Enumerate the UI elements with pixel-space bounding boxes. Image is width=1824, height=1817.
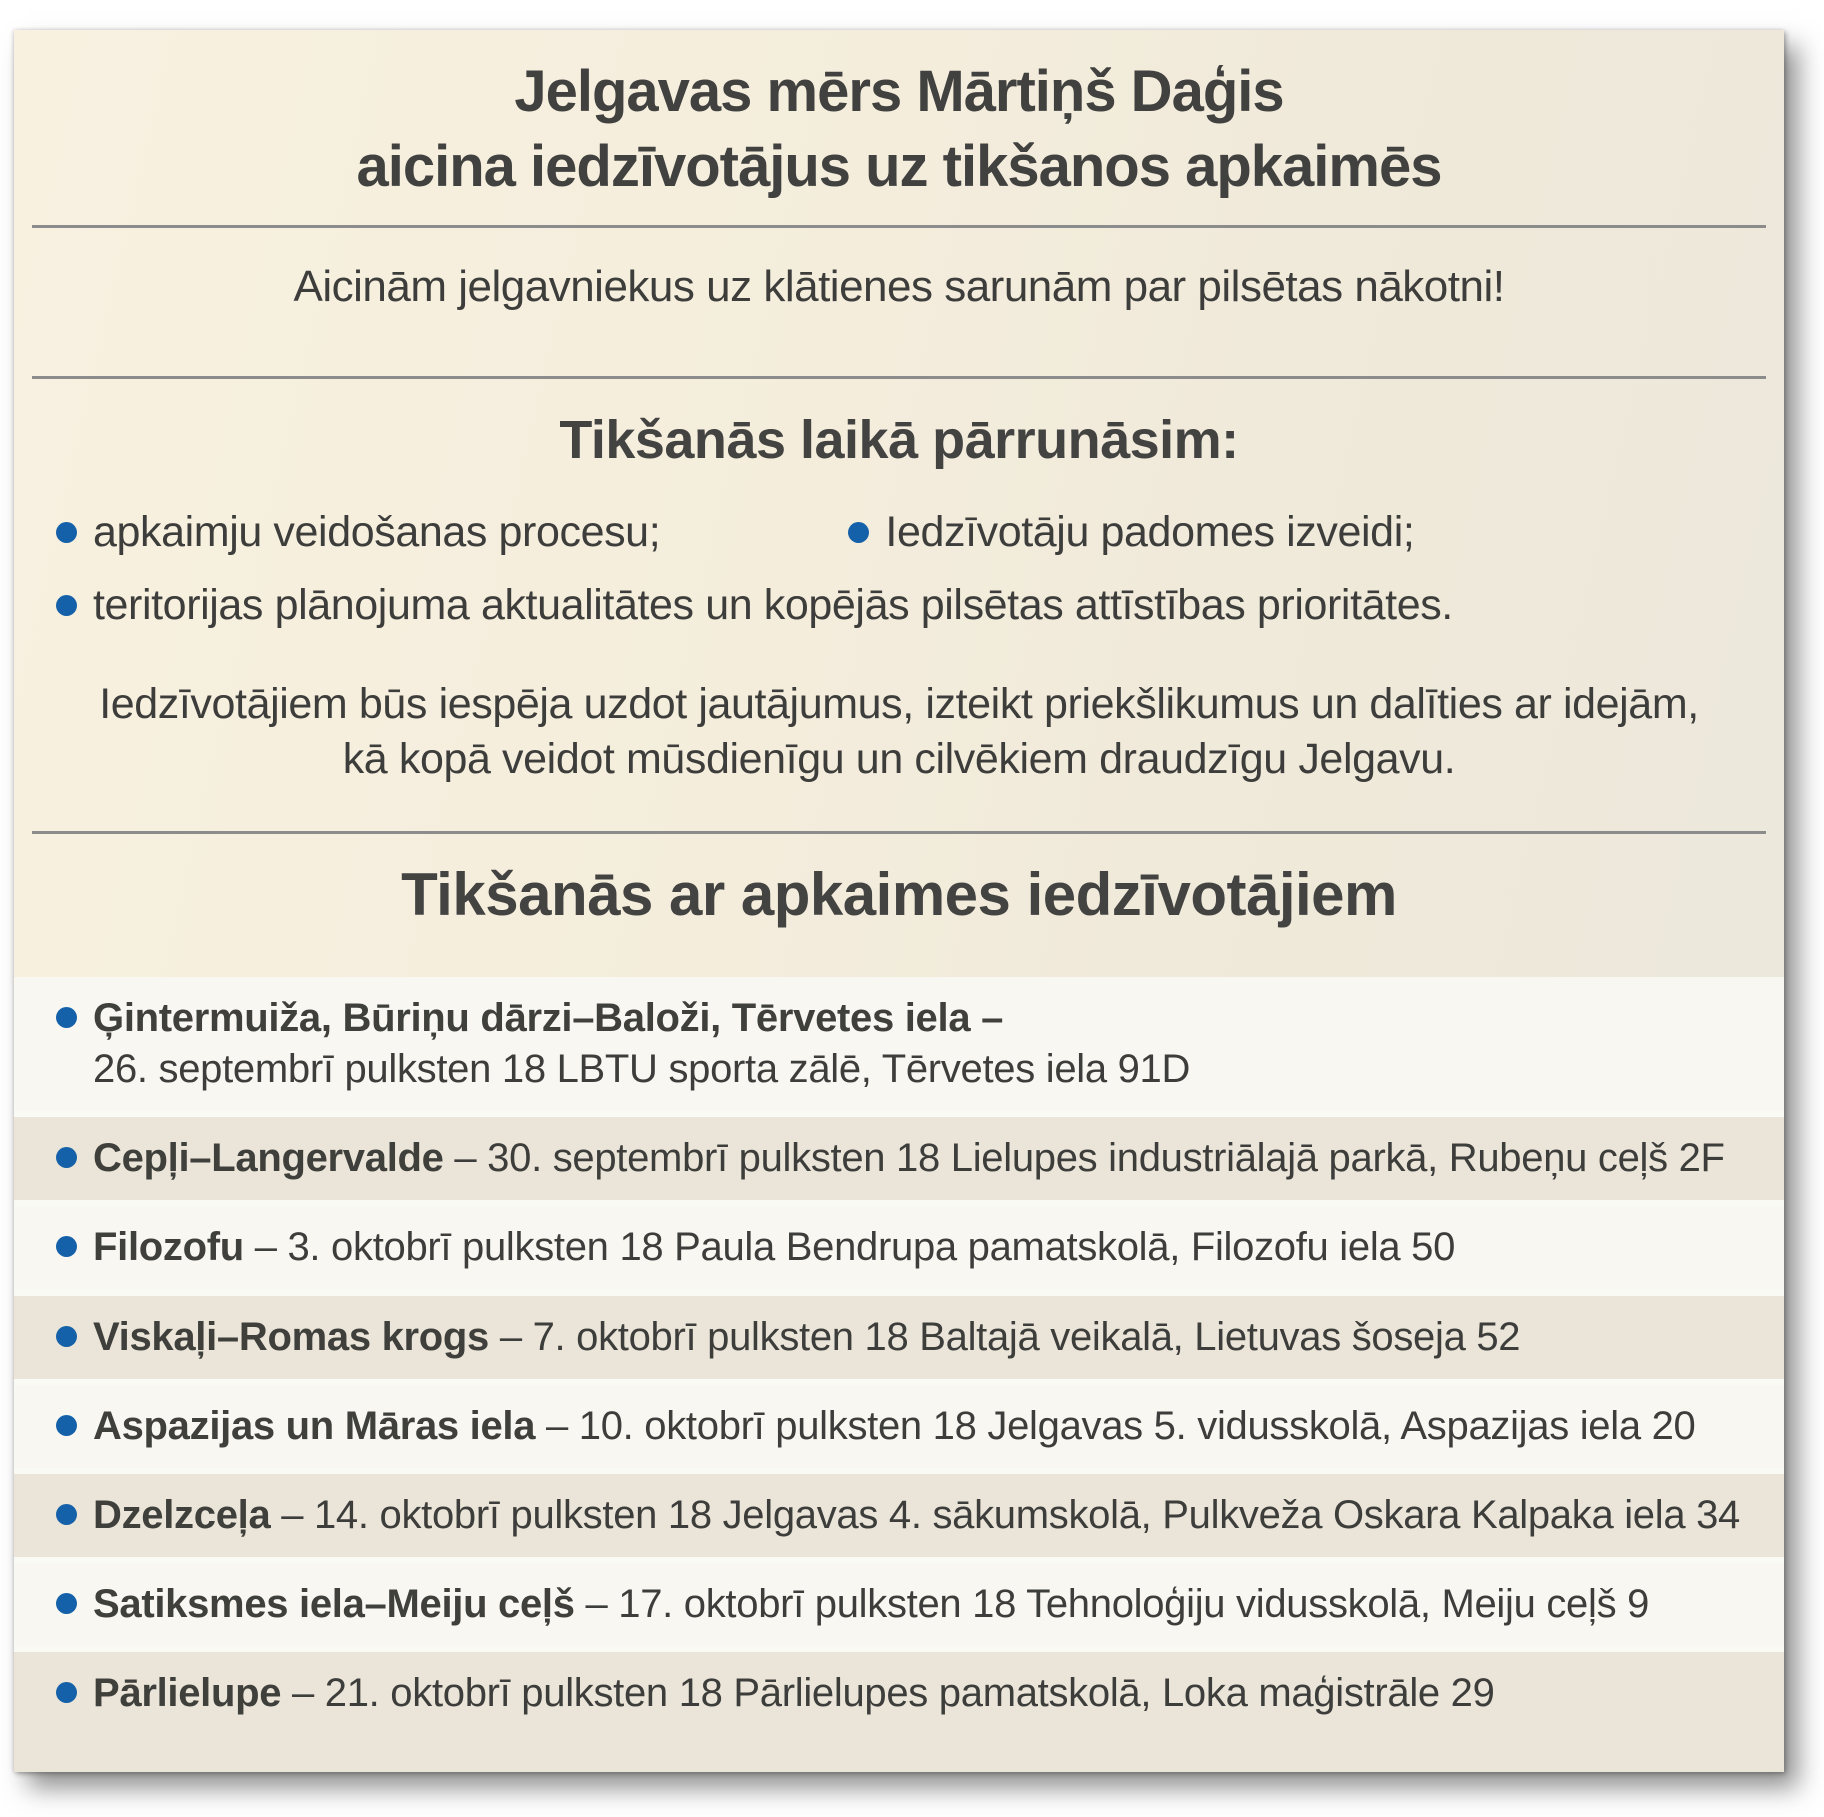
bullet-icon xyxy=(56,1236,77,1257)
meeting-separator: – xyxy=(489,1314,533,1359)
meeting-separator: – xyxy=(970,995,1004,1040)
meeting-row-text xyxy=(93,1579,1649,1630)
meeting-details: 30. septembrī pulksten 18 Lielupes industriālajā parkā, Rubeņu ceļš 2F xyxy=(487,1136,1725,1181)
meeting-separator: – xyxy=(443,1136,488,1181)
discussion-bullets-row xyxy=(14,471,1784,560)
bullet-icon xyxy=(56,1415,77,1436)
meeting-area: Pārlielupe xyxy=(93,1671,282,1716)
discussion-bullet-3-label: teritorijas plānojuma aktualitātes un kopējās pilsētas attīstības prioritātes. xyxy=(93,580,1453,629)
meeting-separator: – xyxy=(270,1493,314,1538)
divider xyxy=(32,225,1766,228)
meeting-separator: – xyxy=(574,1582,619,1627)
meeting-row xyxy=(14,977,1784,1111)
bullet-icon xyxy=(56,1147,77,1168)
meeting-row xyxy=(14,1652,1784,1772)
meeting-separator: – xyxy=(243,1225,288,1270)
meeting-separator: – xyxy=(281,1671,325,1716)
meeting-row-text xyxy=(93,1490,1740,1541)
discussion-note-line1: Iedzīvotājiem būs iespēja uzdot jautājumus, izteikt priekšlikumus un dalīties ar idejām, xyxy=(99,679,1699,728)
meeting-area: Satiksmes iela–Meiju ceļš xyxy=(93,1582,575,1627)
divider xyxy=(32,831,1766,834)
meeting-details: 14. oktobrī pulksten 18 Jelgavas 4. sākumskolā, Pulkveža Oskara Kalpaka iela 34 xyxy=(313,1493,1740,1538)
poster-title-line2: aicina iedzīvotājus uz tikšanos apkaimēs xyxy=(356,134,1442,200)
meeting-row-text xyxy=(93,1222,1455,1273)
meeting-details: 21. oktobrī pulksten 18 Pārlielupes pamatskolā, Loka maģistrāle 29 xyxy=(324,1671,1495,1716)
meeting-row-text xyxy=(93,993,1190,1095)
meeting-row xyxy=(14,1296,1784,1379)
meeting-row xyxy=(14,1385,1784,1468)
meeting-details: 26. septembrī pulksten 18 LBTU sporta zālē, Tērvetes iela 91D xyxy=(93,1047,1191,1092)
meeting-row xyxy=(14,1474,1784,1557)
poster-title xyxy=(14,54,1784,205)
bullet-icon xyxy=(56,1593,77,1614)
meeting-area: Aspazijas un Māras iela xyxy=(93,1403,536,1448)
bullet-icon xyxy=(56,522,77,543)
discussion-bullet-2 xyxy=(848,505,1414,560)
meeting-row-text xyxy=(93,1401,1696,1452)
bullet-icon xyxy=(56,1504,77,1525)
meeting-details: 3. oktobrī pulksten 18 Paula Bendrupa pamatskolā, Filozofu iela 50 xyxy=(287,1225,1456,1270)
discussion-bullet-2-label: Iedzīvotāju padomes izveidi; xyxy=(885,507,1415,556)
bullet-icon xyxy=(56,1326,77,1347)
meeting-row xyxy=(14,1117,1784,1200)
divider xyxy=(32,376,1766,379)
meeting-area: Ģintermuiža, Būriņu dārzi–Baloži, Tērvetes iela xyxy=(93,995,971,1040)
meeting-row-text xyxy=(93,1312,1520,1363)
poster-title-line1: Jelgavas mērs Mārtiņš Daģis xyxy=(514,59,1284,124)
meeting-row xyxy=(14,1206,1784,1289)
meeting-details: 7. oktobrī pulksten 18 Baltajā veikalā, Lietuvas šoseja 52 xyxy=(532,1314,1521,1359)
bullet-icon xyxy=(56,1682,77,1703)
bullet-icon xyxy=(56,1007,77,1028)
meeting-area: Dzelzceļa xyxy=(93,1493,271,1538)
poster-subtitle: Aicinām jelgavniekus uz klātienes sarunām par pilsētas nākotni! xyxy=(293,261,1505,311)
discussion-note-line2: kā kopā veidot mūsdienīgu un cilvēkiem draudzīgu Jelgavu. xyxy=(342,734,1456,783)
poster xyxy=(14,30,1784,1772)
meeting-area: Filozofu xyxy=(93,1225,244,1270)
meeting-details: 17. oktobrī pulksten 18 Tehnoloģiju vidusskolā, Meiju ceļš 9 xyxy=(618,1582,1650,1627)
discussion-note xyxy=(14,677,1784,787)
meeting-row-text xyxy=(93,1133,1725,1184)
meetings-heading: Tikšanās ar apkaimes iedzīvotājiem xyxy=(401,860,1397,928)
meeting-row-text xyxy=(93,1668,1495,1719)
discussion-bullet-3 xyxy=(14,560,1784,633)
discussion-heading: Tikšanās laikā pārrunāsim: xyxy=(559,409,1239,470)
bullet-icon xyxy=(848,522,869,543)
meetings-list xyxy=(14,977,1784,1772)
discussion-bullet-1 xyxy=(56,505,848,560)
meeting-area: Cepļi–Langervalde xyxy=(93,1136,444,1181)
bullet-icon xyxy=(56,595,77,616)
meeting-details: 10. oktobrī pulksten 18 Jelgavas 5. vidusskolā, Aspazijas iela 20 xyxy=(578,1403,1696,1448)
meeting-row xyxy=(14,1563,1784,1646)
meeting-separator: – xyxy=(535,1403,579,1448)
meeting-area: Viskaļi–Romas krogs xyxy=(93,1314,489,1359)
discussion-bullet-1-label: apkaimju veidošanas procesu; xyxy=(93,507,661,556)
